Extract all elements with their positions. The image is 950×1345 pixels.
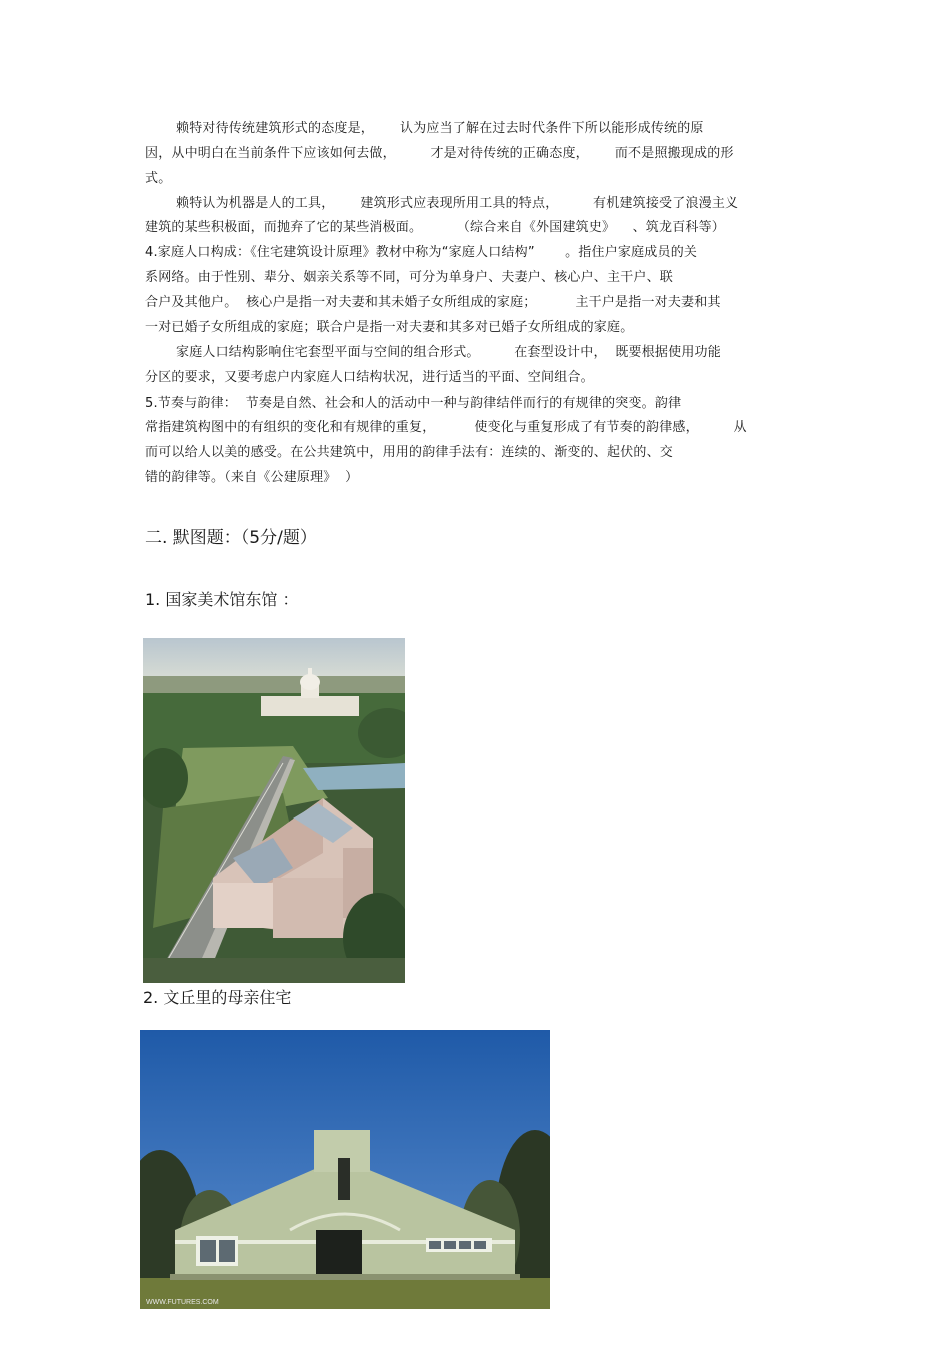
watermark: WWW.FUTURES.COM <box>146 1299 219 1306</box>
paragraph-line: 式。 <box>145 171 172 186</box>
paragraph-line: 赖特对待传统建筑形式的态度是， 认为应当了解在过去时代条件下所以能形成传统的原 <box>176 121 704 136</box>
paragraph-line: 建筑的某些积极面，而抛弃了它的某些消极面。 （综合来自《外国建筑史》 、筑龙百科等） <box>145 220 725 235</box>
paragraph-line: 常指建筑构图中的有组织的变化和有规律的重复， 使变化与重复形成了有节奏的韵律感， 从 <box>145 420 747 435</box>
paragraph-line: 错的韵律等。（来自《公建原理》 ） <box>145 470 359 485</box>
mother-house-photo <box>140 1030 550 1309</box>
paragraph-line: 系网络。由于性别、辈分、姻亲关系等不同，可分为单身户、夫妻户、核心户、主干户、联 <box>145 270 674 285</box>
paragraph-line: 4.家庭人口构成：《住宅建筑设计原理》教材中称为“家庭人口结构” 。指住户家庭成员的关 <box>145 245 698 260</box>
paragraph-line: 赖特认为机器是人的工具， 建筑形式应表现所用工具的特点， 有机建筑接受了浪漫主义 <box>176 196 739 211</box>
east-building-photo <box>143 638 405 983</box>
paragraph-line: 因，从中明白在当前条件下应该如何去做， 才是对待传统的正确态度， 而不是照搬现成的形 <box>145 146 734 161</box>
item-label: 2. 文丘里的母亲住宅 <box>143 988 292 1007</box>
section-title: 二. 默图题：（5分/题） <box>145 528 317 548</box>
paragraph-line: 合户及其他户。 核心户是指一对夫妻和其未婚子女所组成的家庭； 主干户是指一对夫妻和其 <box>145 295 721 310</box>
item-label: 1. 国家美术馆东馆 ： <box>145 590 299 609</box>
paragraph-line: 一对已婚子女所组成的家庭；联合户是指一对夫妻和其多对已婚子女所组成的家庭。 <box>145 320 634 335</box>
paragraph-line: 家庭人口结构影响住宅套型平面与空间的组合形式。 在套型设计中， 既要根据使用功能 <box>176 345 721 360</box>
paragraph-line: 5.节奏与韵律： 节奏是自然、社会和人的活动中一种与韵律结伴而行的有规律的突变。韵律 <box>145 396 682 411</box>
paragraph-line: 而可以给人以美的感受。在公共建筑中，用用的韵律手法有：连续的、渐变的、起伏的、交 <box>145 445 674 460</box>
paragraph-line: 分区的要求，又要考虑户内家庭人口结构状况，进行适当的平面、空间组合。 <box>145 370 594 385</box>
